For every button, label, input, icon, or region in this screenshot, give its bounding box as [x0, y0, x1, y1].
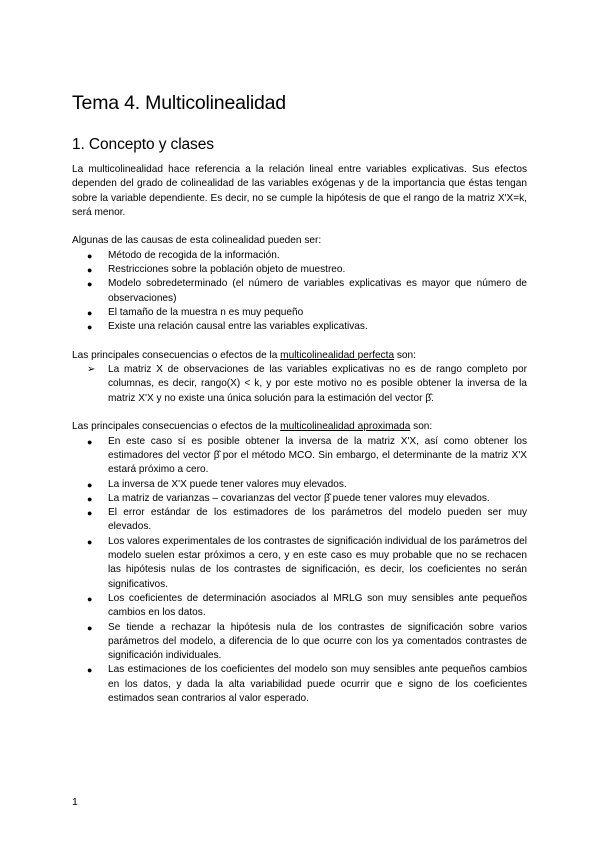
list-item: ● La matriz de varianzas – covarianzas del vector β̂ puede tener valores muy elevados.	[72, 492, 527, 506]
list-item: ● En este caso sí es posible obtener la inversa de la matriz X'X, así como obtener los estimadores del vector β̂ por el método MCO. Sin embargo, el determinante de la matriz X'X estará próximo a cero.	[87, 435, 527, 476]
causes-heading: Algunas de las causas de esta colinealidad pueden ser:	[72, 235, 322, 247]
list-item: ● Los coeficientes de determinación asociados al MRLG son muy sensibles ante pequeños cambios en los datos.	[87, 592, 527, 619]
bullet-icon: ●	[87, 665, 93, 676]
section-title: 1. Concepto y clases	[72, 136, 214, 153]
bullet-icon: ●	[87, 622, 93, 633]
bullet-icon: ●	[87, 536, 93, 547]
list-item: ● Restricciones sobre la población objeto de muestreo.	[72, 263, 527, 277]
list-item: ● Existe una relación causal entre las variables explicativas.	[72, 320, 527, 334]
document-body	[72, 163, 527, 706]
list-item: ● Se tiende a rechazar la hipótesis nula de los contrastes de significación sobre varios parámetros del modelo, a diferencia de lo que ocurre con los ya comentados contrastes de significación individuales.	[87, 621, 527, 662]
intro-paragraph: La multicolinealidad hace referencia a la relación lineal entre variables explicativas. Sus efectos dependen del grado de colinealidad de las variables exógenas y de la importancia que éstas tengan sobre la variable dependiente. Es decir, no se cumple la hipótesis de que el rango de la matriz X'X=k, será menor.	[72, 164, 527, 218]
list-item: ● Método de recogida de la información.	[72, 249, 527, 263]
list-item: ● Las estimaciones de los coeficientes del modelo son muy sensibles ante pequeños cambios en los datos, y dada la alta variabilidad puede ocurrir que e signo de los coeficientes estimados sean contrarios al valor esperado.	[87, 664, 527, 704]
list-item: ● El error estándar de los estimadores de los parámetros del modelo pueden ser muy elevados.	[87, 507, 527, 533]
list-item: ● Los valores experimentales de los contrastes de significación individual de los parámetros del modelo suelen estar próximos a cero, y en este caso es muy probable que no se rechacen las hipótesis nulas de los contrastes de significación, es decir, los coeficientes no serán significativos.	[87, 535, 527, 590]
bullet-icon: ●	[87, 479, 93, 490]
list-item: ● La inversa de X'X puede tener valores muy elevados.	[72, 478, 527, 492]
bullet-icon: ●	[87, 322, 93, 333]
bullet-icon: ●	[87, 508, 93, 519]
perfect-multicollinearity-term: multicolinealidad perfecta	[280, 349, 395, 361]
arrow-bullet-icon: ➢	[87, 364, 96, 376]
bullet-icon: ●	[87, 493, 93, 504]
bullet-icon: ●	[87, 250, 93, 261]
list-item: ● El tamaño de la muestra n es muy pequeño	[72, 306, 527, 320]
bullet-icon: ●	[87, 593, 93, 604]
list-item: ● Modelo sobredeterminado (el número de variables explicativas es mayor que número de observaciones)	[87, 278, 527, 304]
page-number: 1	[72, 796, 78, 808]
approx-list	[72, 435, 527, 707]
document-page	[72, 0, 527, 848]
bullet-icon: ●	[87, 436, 93, 447]
approx-heading: Las principales consecuencias o efectos de la multicolinealidad aproximada son:	[72, 421, 433, 433]
bullet-icon: ●	[87, 279, 93, 290]
causes-list	[72, 249, 527, 335]
page-title: Tema 4. Multicolinealidad	[72, 92, 286, 114]
bullet-icon: ●	[87, 265, 93, 276]
bullet-icon: ●	[87, 307, 93, 318]
perfect-heading: Las principales consecuencias o efectos de la multicolinealidad perfecta son:	[72, 349, 416, 361]
list-item: ➢ La matriz X de observaciones de las variables explicativas no es de rango completo por columnas, es decir, rango(X) < k, y por este motivo no es posible obtener la inversa de la matriz X'X y no existe una única solución para la estimación del vector β̂.	[87, 364, 527, 404]
approximate-multicollinearity-term: multicolinealidad aproximada	[280, 421, 411, 433]
perfect-list	[72, 363, 527, 406]
